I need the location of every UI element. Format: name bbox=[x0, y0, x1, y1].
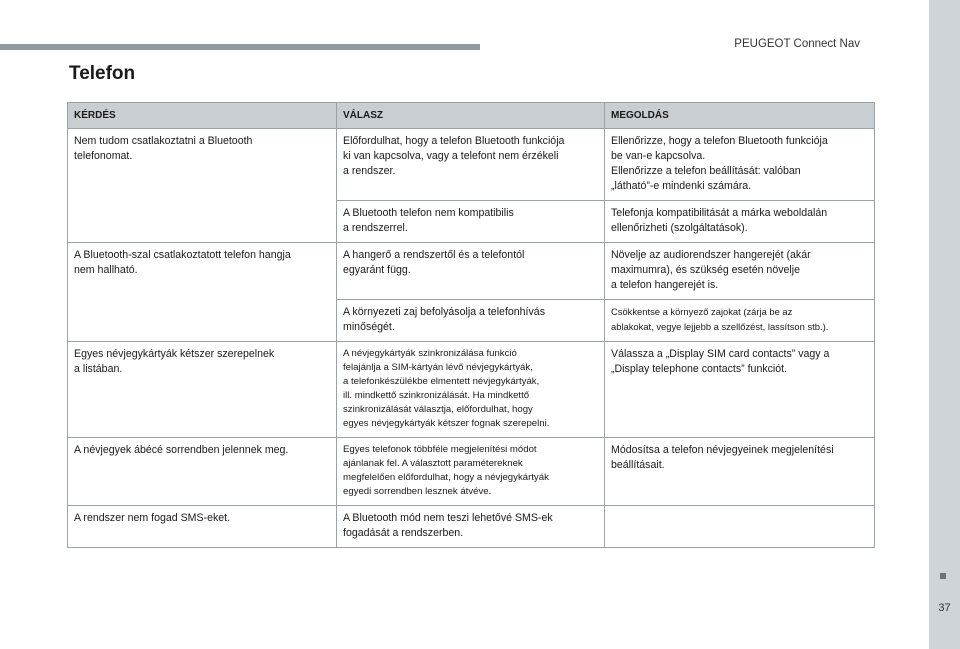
text-line: ellenőrizheti (szolgáltatások). bbox=[611, 222, 748, 234]
text-line: ajánlanak fel. A választott paramétereknek bbox=[343, 458, 523, 469]
answer-cell bbox=[337, 129, 605, 201]
table-header-row bbox=[68, 103, 875, 129]
text-line: ill. mindkettő szinkronizálását. Ha mindkettő bbox=[343, 390, 530, 401]
page-title: Telefon bbox=[69, 63, 136, 84]
table-row bbox=[68, 506, 875, 548]
text-line: maximumra), és szükség esetén növelje bbox=[611, 264, 801, 276]
text-line: egyes névjegykártyák kétszer fognak szerepelni. bbox=[343, 418, 550, 429]
text-line: felajánlja a SIM-kártyán lévő névjegykártyák, bbox=[343, 362, 533, 373]
question-cell bbox=[68, 342, 337, 438]
solution-cell bbox=[605, 201, 875, 243]
text-line: nem hallható. bbox=[74, 264, 138, 276]
text-line: be van-e kapcsolva. bbox=[611, 150, 706, 162]
text-line: „Display telephone contacts” funkciót. bbox=[611, 363, 788, 375]
text-line: Csökkentse a környező zajokat (zárja be az bbox=[611, 306, 793, 317]
text-line: egyedi sorrendben lesznek átvéve. bbox=[343, 486, 492, 497]
text-line: „látható”-e mindenki számára. bbox=[611, 180, 752, 192]
text-line: telefonomat. bbox=[74, 150, 133, 162]
table-row bbox=[68, 243, 875, 300]
faq-table bbox=[67, 102, 875, 548]
solution-cell bbox=[605, 342, 875, 438]
text-line: A rendszer nem fogad SMS-eket. bbox=[74, 512, 231, 524]
solution-cell bbox=[605, 506, 875, 548]
answer-cell bbox=[337, 243, 605, 300]
table-row bbox=[68, 438, 875, 506]
text-line: a telefonkészülékbe elmentett névjegykártyák, bbox=[343, 376, 540, 387]
header-question: KÉRDÉS bbox=[68, 103, 337, 129]
text-line: A névjegykártyák szinkronizálása funkció bbox=[343, 348, 517, 359]
text-line: a telefon hangerejét is. bbox=[611, 279, 719, 291]
solution-cell bbox=[605, 438, 875, 506]
header-solution: MEGOLDÁS bbox=[605, 103, 875, 129]
text-line: beállításait. bbox=[611, 459, 665, 471]
text-line: Egyes telefonok többféle megjelenítési módot bbox=[343, 444, 537, 455]
text-line: Előfordulhat, hogy a telefon Bluetooth funkciója bbox=[343, 135, 565, 147]
text-line: Ellenőrizze a telefon beállítását: valóban bbox=[611, 165, 801, 177]
question-cell bbox=[68, 243, 337, 342]
page-number: 37 bbox=[938, 602, 951, 614]
solution-cell bbox=[605, 129, 875, 201]
text-line: egyaránt függ. bbox=[343, 264, 411, 276]
text-line: A hangerő a rendszertől és a telefontól bbox=[343, 249, 525, 261]
answer-cell bbox=[337, 300, 605, 342]
text-line: fogadását a rendszerben. bbox=[343, 527, 464, 539]
text-line: ablakokat, vegye lejjebb a szellőzést, lassítson stb.). bbox=[611, 320, 829, 332]
text-line: Telefonja kompatibilitását a márka weboldalán bbox=[611, 207, 828, 219]
header-answer: VÁLASZ bbox=[337, 103, 605, 129]
text-line: Válassza a „Display SIM card contacts” vagy a bbox=[611, 348, 830, 360]
text-line: Egyes névjegykártyák kétszer szerepelnek bbox=[74, 348, 275, 360]
text-line: szinkronizálását választja, előfordulhat, hogy bbox=[343, 404, 533, 415]
brand-label: PEUGEOT Connect Nav bbox=[734, 38, 860, 50]
answer-cell bbox=[337, 342, 605, 438]
solution-cell bbox=[605, 243, 875, 300]
question-cell bbox=[68, 129, 337, 243]
solution-cell bbox=[605, 300, 875, 342]
answer-cell bbox=[337, 201, 605, 243]
text-line: Növelje az audiorendszer hangerejét (akár bbox=[611, 249, 811, 261]
text-line: minőségét. bbox=[343, 321, 395, 333]
text-line: megfelelően előfordulhat, hogy a névjegykártyák bbox=[343, 472, 549, 483]
text-line: a listában. bbox=[74, 363, 123, 375]
text-line: Nem tudom csatlakoztatni a Bluetooth bbox=[74, 135, 253, 147]
table-row bbox=[68, 129, 875, 201]
continued-marker bbox=[940, 573, 946, 579]
table-row bbox=[68, 342, 875, 438]
header-bar bbox=[0, 44, 480, 50]
question-cell bbox=[68, 506, 337, 548]
text-line: Módosítsa a telefon névjegyeinek megjelenítési bbox=[611, 444, 834, 456]
text-line: A Bluetooth-szal csatlakoztatott telefon hangja bbox=[74, 249, 291, 261]
text-line: ki van kapcsolva, vagy a telefont nem érzékeli bbox=[343, 150, 559, 162]
text-line: A Bluetooth mód nem teszi lehetővé SMS-ek bbox=[343, 512, 553, 524]
text-line: A névjegyek ábécé sorrendben jelennek meg. bbox=[74, 444, 289, 456]
text-line: a rendszer. bbox=[343, 165, 396, 177]
side-margin-strip bbox=[929, 0, 960, 649]
answer-cell bbox=[337, 438, 605, 506]
text-line: A Bluetooth telefon nem kompatibilis bbox=[343, 207, 514, 219]
answer-cell bbox=[337, 506, 605, 548]
text-line: A környezeti zaj befolyásolja a telefonhívás bbox=[343, 306, 545, 318]
question-cell bbox=[68, 438, 337, 506]
text-line: Ellenőrizze, hogy a telefon Bluetooth funkciója bbox=[611, 135, 828, 147]
text-line: a rendszerrel. bbox=[343, 222, 408, 234]
